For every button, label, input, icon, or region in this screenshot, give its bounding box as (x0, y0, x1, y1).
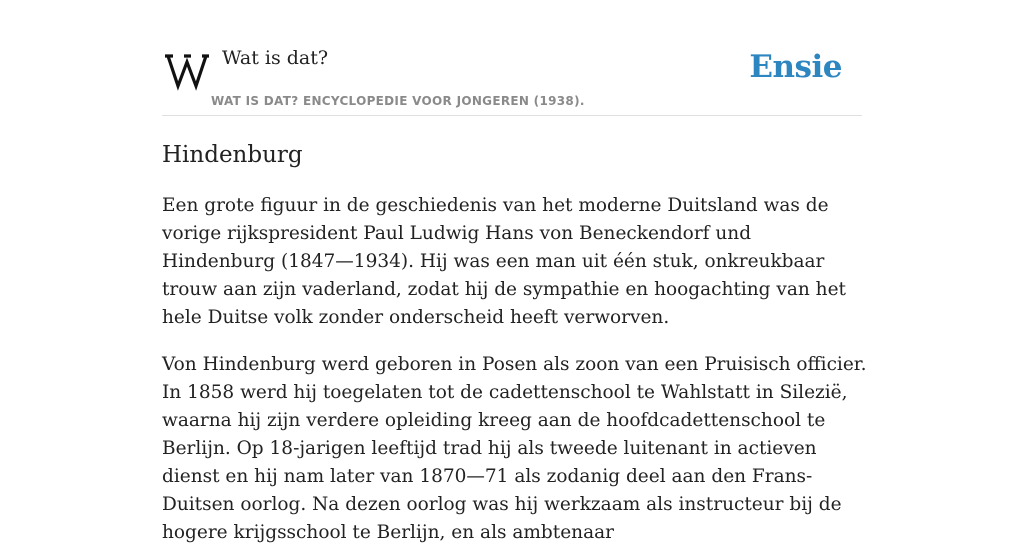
article-paragraph: Een grote figuur in de geschiedenis van het moderne Duitsland was de vorige rijkspresident Paul Ludwig Hans von Beneckendorf und Hindenburg (1847—1934). Hij was een man uit één stuk, onkreukbaar trouw aan zijn vaderland, zodat hij de sympathie en hoogachting van het hele Duitse volk zonder onderscheid heeft verworven. (162, 195, 846, 328)
source-subtitle: WAT IS DAT? ENCYCLOPEDIE VOOR JONGEREN (1938). (211, 94, 585, 108)
header-divider (162, 115, 862, 116)
article-title: Hindenburg (162, 142, 303, 168)
article (162, 141, 867, 547)
article-paragraph: Von Hindenburg werd geboren in Posen als zoon van een Pruisisch officier. In 1858 werd hij toegelaten tot de cadettenschool te Wahlstatt in Silezië, waarna hij zijn verdere opleiding kreeg aan de hoofdcadettenschool te Berlijn. Op 18-jarigen leeftijd trad hij als tweede luitenant in actieven dienst en hij nam later van 1870—71 als zodanig deel aan den Frans-Duitsen oorlog. Na dezen oorlog was hij werkzaam als instructeur bij de hogere krijgsschool te Berlijn, en als ambtenaar (162, 354, 867, 543)
brand-logo-link[interactable]: Ensie (749, 49, 842, 85)
site-title[interactable]: Wat is dat? (222, 47, 329, 69)
site-header (162, 40, 862, 116)
w-logo-glyph (164, 52, 210, 92)
w-logo-icon[interactable] (164, 52, 210, 92)
